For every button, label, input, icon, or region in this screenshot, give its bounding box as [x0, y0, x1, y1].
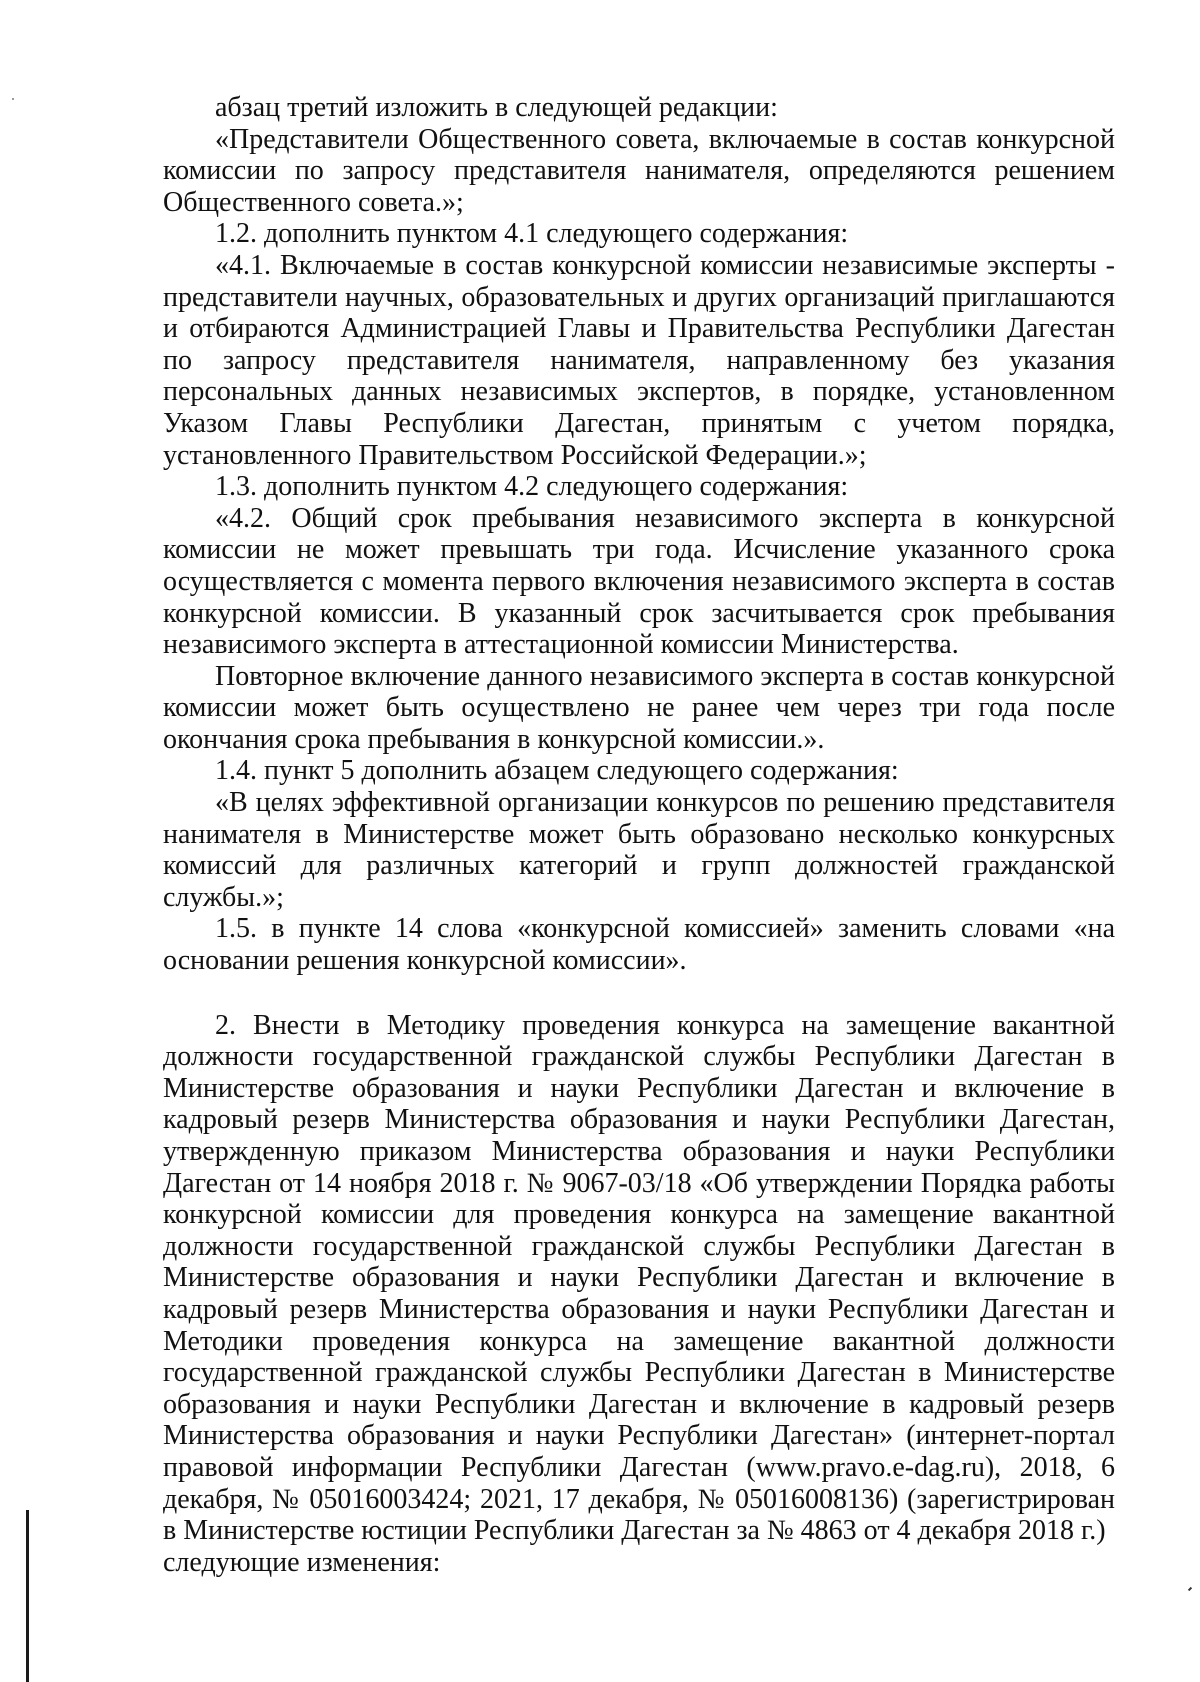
- paragraph-several-commissions: «В целях эффективной организации конкурсов по решению представителя нанимателя в Министерстве может быть образовано несколько конкурсных комиссий для различных категорий и групп должностей гражданской службы.»;: [163, 787, 1115, 913]
- scan-edge-shadow: [26, 1510, 29, 1682]
- paragraph-item-1-2: 1.2. дополнить пунктом 4.1 следующего содержания:: [215, 218, 849, 250]
- paragraph-intro: абзац третий изложить в следующей редакции:: [215, 92, 778, 123]
- paragraph-point-4-1: «4.1. Включаемые в состав конкурсной комиссии независимые эксперты - представители научных, образовательных и других организаций приглашаются и отбираются Администрацией Главы и Правительства Республики Дагестан по запросу представителя нанимателя, направленному без указания персональных данных независимых экспертов, в порядке, установленном Указом Главы Республики Дагестан, принятым с учетом порядка, установленного Правительством Российской Федерации.»;: [163, 249, 1115, 471]
- paragraph-public-council: «Представители Общественного совета, включаемые в состав конкурсной комиссии по запросу представителя нанимателя, определяются решением Общественного совета.»;: [163, 123, 1115, 218]
- document-body: [163, 92, 1115, 1578]
- scan-speck: [1188, 1587, 1192, 1591]
- paragraph-item-1-3: 1.3. дополнить пунктом 4.2 следующего содержания:: [215, 471, 849, 503]
- paragraph-item-1-4: 1.4. пункт 5 дополнить абзацем следующего содержания:: [215, 755, 899, 787]
- paragraph-item-1-5: 1.5. в пункте 14 слова «конкурсной комиссией» заменить словами «на основании решения конкурсной комиссии».: [163, 913, 1115, 977]
- paragraph-item-2: 2. Внести в Методику проведения конкурса на замещение вакантной должности государственной гражданской службы Республики Дагестан в Министерстве образования и науки Республики Дагестан и включение в кадровый резерв Министерства образования и науки Республики Дагестан, утвержденную приказом Министерства образования и науки Республики Дагестан от 14 ноября 2018 г. № 9067-03/18 «Об утверждении Порядка работы конкурсной комиссии для проведения конкурса на замещение вакантной должности государственной гражданской службы Республики Дагестан в Министерстве образования и науки Республики Дагестан и включение в кадровый резерв Министерства образования и науки Республики Дагестан и Методики проведения конкурса на замещение вакантной должности государственной гражданской службы Республики Дагестан в Министерстве образования и науки Республики Дагестан и включение в кадровый резерв Министерства образования и науки Республики Дагестан» (интернет-портал правовой информации Республики Дагестан (www.pravo.e-dag.ru), 2018, 6 декабря, № 05016003424; 2021, 17 декабря, № 05016008136) (зарегистрирован в Министерстве юстиции Республики Дагестан за № 4863 от 4 декабря 2018 г.): [163, 1009, 1115, 1547]
- paragraph-repeat-inclusion: Повторное включение данного независимого эксперта в состав конкурсной комиссии может быть осуществлено не ранее чем через три года после окончания срока пребывания в конкурсной комиссии.».: [163, 660, 1115, 755]
- scan-speck: [12, 98, 14, 100]
- paragraph-following-changes: следующие изменения:: [163, 1546, 441, 1578]
- paragraph-point-4-2: «4.2. Общий срок пребывания независимого эксперта в конкурсной комиссии не может превышать три года. Исчисление указанного срока осуществляется с момента первого включения независимого эксперта в состав конкурсной комиссии. В указанный срок засчитывается срок пребывания независимого эксперта в аттестационной комиссии Министерства.: [163, 502, 1115, 661]
